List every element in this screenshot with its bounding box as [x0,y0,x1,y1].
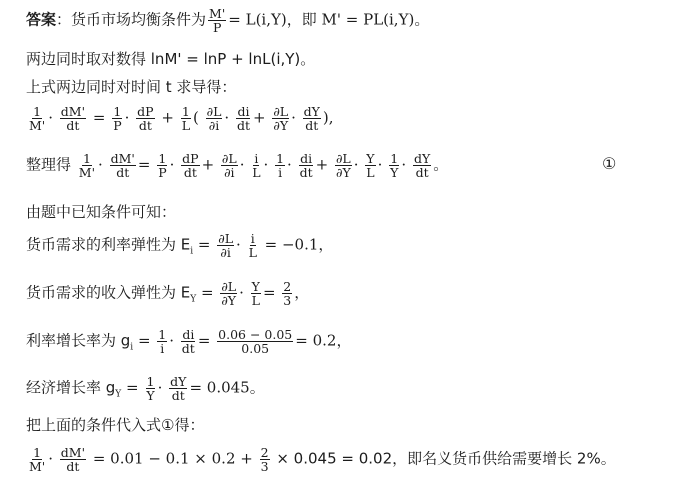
denominator: 3 [260,459,269,475]
fraction [112,105,122,132]
denominator: dt [66,118,80,134]
math-text: + [161,108,174,127]
fraction [136,105,154,132]
math-text: = 0.2， [295,331,352,350]
denominator: ∂i [224,165,235,181]
numerator: ∂L [273,104,289,119]
numerator: Y [251,279,260,294]
subscript: Y [190,294,197,305]
fraction [220,280,237,307]
denominator: dt [181,341,195,357]
fraction [181,152,199,179]
denominator: dt [305,118,319,134]
denominator: dt [171,388,185,404]
numerator: di [237,104,250,119]
denominator: Y [390,165,399,181]
fraction [181,328,196,355]
fraction [260,446,270,473]
fraction [272,105,289,132]
denominator: i [278,165,283,181]
fraction [208,7,226,34]
numerator: 1 [113,104,122,119]
numerator: 1 [276,151,285,166]
numerator: dM' [110,151,135,166]
denominator: L [251,293,260,309]
math-text: 整理得 [26,155,72,174]
log-line: 两边同时取对数得 lnM' = lnP + lnL(i,Y)。 [26,50,316,68]
fraction [60,105,86,132]
numerator: 1 [82,151,91,166]
math-text: 经济增长率 g [26,378,116,397]
denominator: M' [29,459,46,475]
fraction [335,152,352,179]
numerator: 1 [390,151,399,166]
fraction [60,446,86,473]
denominator: P [212,20,222,36]
math-text: × 0.045 = 0.02，即名义货币供给需要增长 2%。 [276,449,616,468]
numerator: ∂L [221,279,237,294]
numerator: dY [170,374,187,389]
fraction [145,375,155,402]
rearranged-equation: 整理得 $\frac{1}{M'}$ · $\frac{dM'}{dt}$ = $\frac{1}{P}$ · $\frac{dP}{dt}$ + $\frac{\partial L}{\partial i}$ · $\frac{i}{L}$ · $\frac{1}{i}$ · $\frac{di}{dt}$ + $\frac{\partial L}{\partial Y}$ · $\frac{Y}{L}$ · $\frac{1}{Y}$ · $\frac{dY}{dt}$ 。 [26,151,449,181]
fraction [251,280,261,307]
numerator: dM' [60,445,86,460]
interest-elasticity: 货币需求的利率弹性为 $E_i$ = $\frac{\partial L}{\partial i}$ · $\frac{i}{L}$ = −0.1， [26,231,334,261]
math-text: = 0.01 − 0.1 × 0.2 + [92,449,253,468]
numerator: dY [303,104,320,119]
given-intro: 由题中已知条件可知： [26,203,177,221]
math-text: 货币需求的收入弹性为 E [26,283,191,302]
derivative-equation: $\frac{1}{M'}$ · $\frac{dM'}{dt}$ = $\frac{1}{P}$ · $\frac{dP}{dt}$ + $\frac{1}{L}$ ( $\frac{\partial L}{\partial i}$ · $\frac{di}{dt}$ + $\frac{\partial L}{\partial Y}$ · $\frac{dY}{dt}$ ), [29,104,334,134]
fraction [303,105,321,132]
denominator: ∂Y [221,293,237,309]
denominator: L [248,245,257,261]
math-text: 利率增长率为 g [26,331,131,350]
line1-mid: = L(i,Y)，即 M' = PL(i,Y)。 [228,10,430,29]
denominator: ∂Y [273,118,289,134]
fraction [389,152,399,179]
numerator: di [300,151,313,166]
denominator: dt [415,165,429,181]
denominator: P [113,118,122,134]
numerator: 2 [283,279,292,294]
numerator: ∂L [218,231,234,246]
answer-line [26,7,429,34]
fraction [413,152,431,179]
math-text: = −0.1， [264,235,334,254]
denominator: dt [66,459,80,475]
fraction [157,152,167,179]
fraction [275,152,285,179]
substitute-intro: 把上面的条件代入式①得： [26,416,205,434]
math-text: = [92,108,106,127]
denominator: ∂i [208,118,220,134]
fraction [206,105,223,132]
denominator: ∂Y [335,165,351,181]
math-text: 货币需求的利率弹性为 E [26,235,191,254]
fraction [221,152,238,179]
numerator: 1 [146,374,155,389]
fraction [110,152,136,179]
fraction [251,152,261,179]
denominator: M' [78,165,96,181]
numerator: di [182,327,195,342]
math-text: 。 [433,155,449,174]
numerator: 1 [181,104,190,119]
numerator: dP [182,151,199,166]
subscript: i [190,246,194,257]
numerator: dP [137,104,154,119]
numerator: ∂L [206,104,222,119]
fraction [157,328,167,355]
denominator: L [252,165,261,181]
final-result: $\frac{1}{M'}$ · $\frac{dM'}{dt}$ = 0.01 − 0.1 × 0.2 + $\frac{2}{3}$ × 0.045 = 0.02，即名义货币供给需要增长 2%。 [29,445,616,475]
denominator: dt [236,118,250,134]
denominator: i [160,341,165,357]
numerator: 1 [158,151,167,166]
numerator: ∂L [335,151,351,166]
numerator: dY [413,151,431,166]
denominator: dt [138,118,152,134]
fraction [248,232,258,259]
denominator: Y [146,388,155,404]
denominator: dt [183,165,197,181]
equation-marker: ① [602,154,617,173]
denominator: L [181,118,191,134]
fraction [217,232,234,259]
denominator: L [366,165,375,181]
numerator: 2 [260,445,269,460]
denominator: dt [116,165,130,181]
denominator: 3 [283,293,292,309]
numerator: ∂L [221,151,237,166]
numerator: M' [209,6,226,21]
fraction [299,152,314,179]
denominator: ∂i [220,245,231,261]
numerator: 1 [33,104,42,119]
numerator: 0.06 − 0.05 [218,327,293,342]
fraction [365,152,375,179]
numerator: i [250,231,255,246]
denominator: 0.05 [241,341,270,357]
denominator: P [158,165,167,181]
subscript: Y [115,389,122,400]
fraction [181,105,191,132]
fraction [236,105,251,132]
numerator: i [254,151,259,166]
subscript: i [130,342,134,353]
math-text: ), [322,108,334,127]
answer-label: 答案 [26,10,57,29]
denominator: dt [299,165,313,181]
math-text: = 0.045。 [189,378,265,397]
fraction [28,446,46,473]
fraction [28,105,46,132]
income-elasticity: 货币需求的收入弹性为 $E_Y$ = $\frac{\partial L}{\partial Y}$ · $\frac{Y}{L}$ = $\frac{2}{3}$ ， [26,279,310,309]
fraction [169,375,187,402]
interest-growth: 利率增长率为 $g_i$ = $\frac{1}{i}$ · $\frac{di}{dt}$ = $\frac{0.06 - 0.05}{0.05}$ = 0.2， [26,327,352,357]
fraction [78,152,96,179]
numerator: 1 [33,445,42,460]
numerator: dM' [60,104,86,119]
line1-pre: ：货币市场均衡条件为 [56,10,207,29]
math-text: ， [294,283,310,302]
derivative-intro: 上式两边同时对时间 t 求导得： [26,78,237,96]
fraction [282,280,292,307]
numerator: 1 [158,327,167,342]
fraction [217,328,293,355]
denominator: M' [29,118,46,134]
economic-growth: 经济增长率 $g_Y$ = $\frac{1}{Y}$ · $\frac{dY}{dt}$ = 0.045。 [26,374,265,404]
numerator: Y [366,151,375,166]
